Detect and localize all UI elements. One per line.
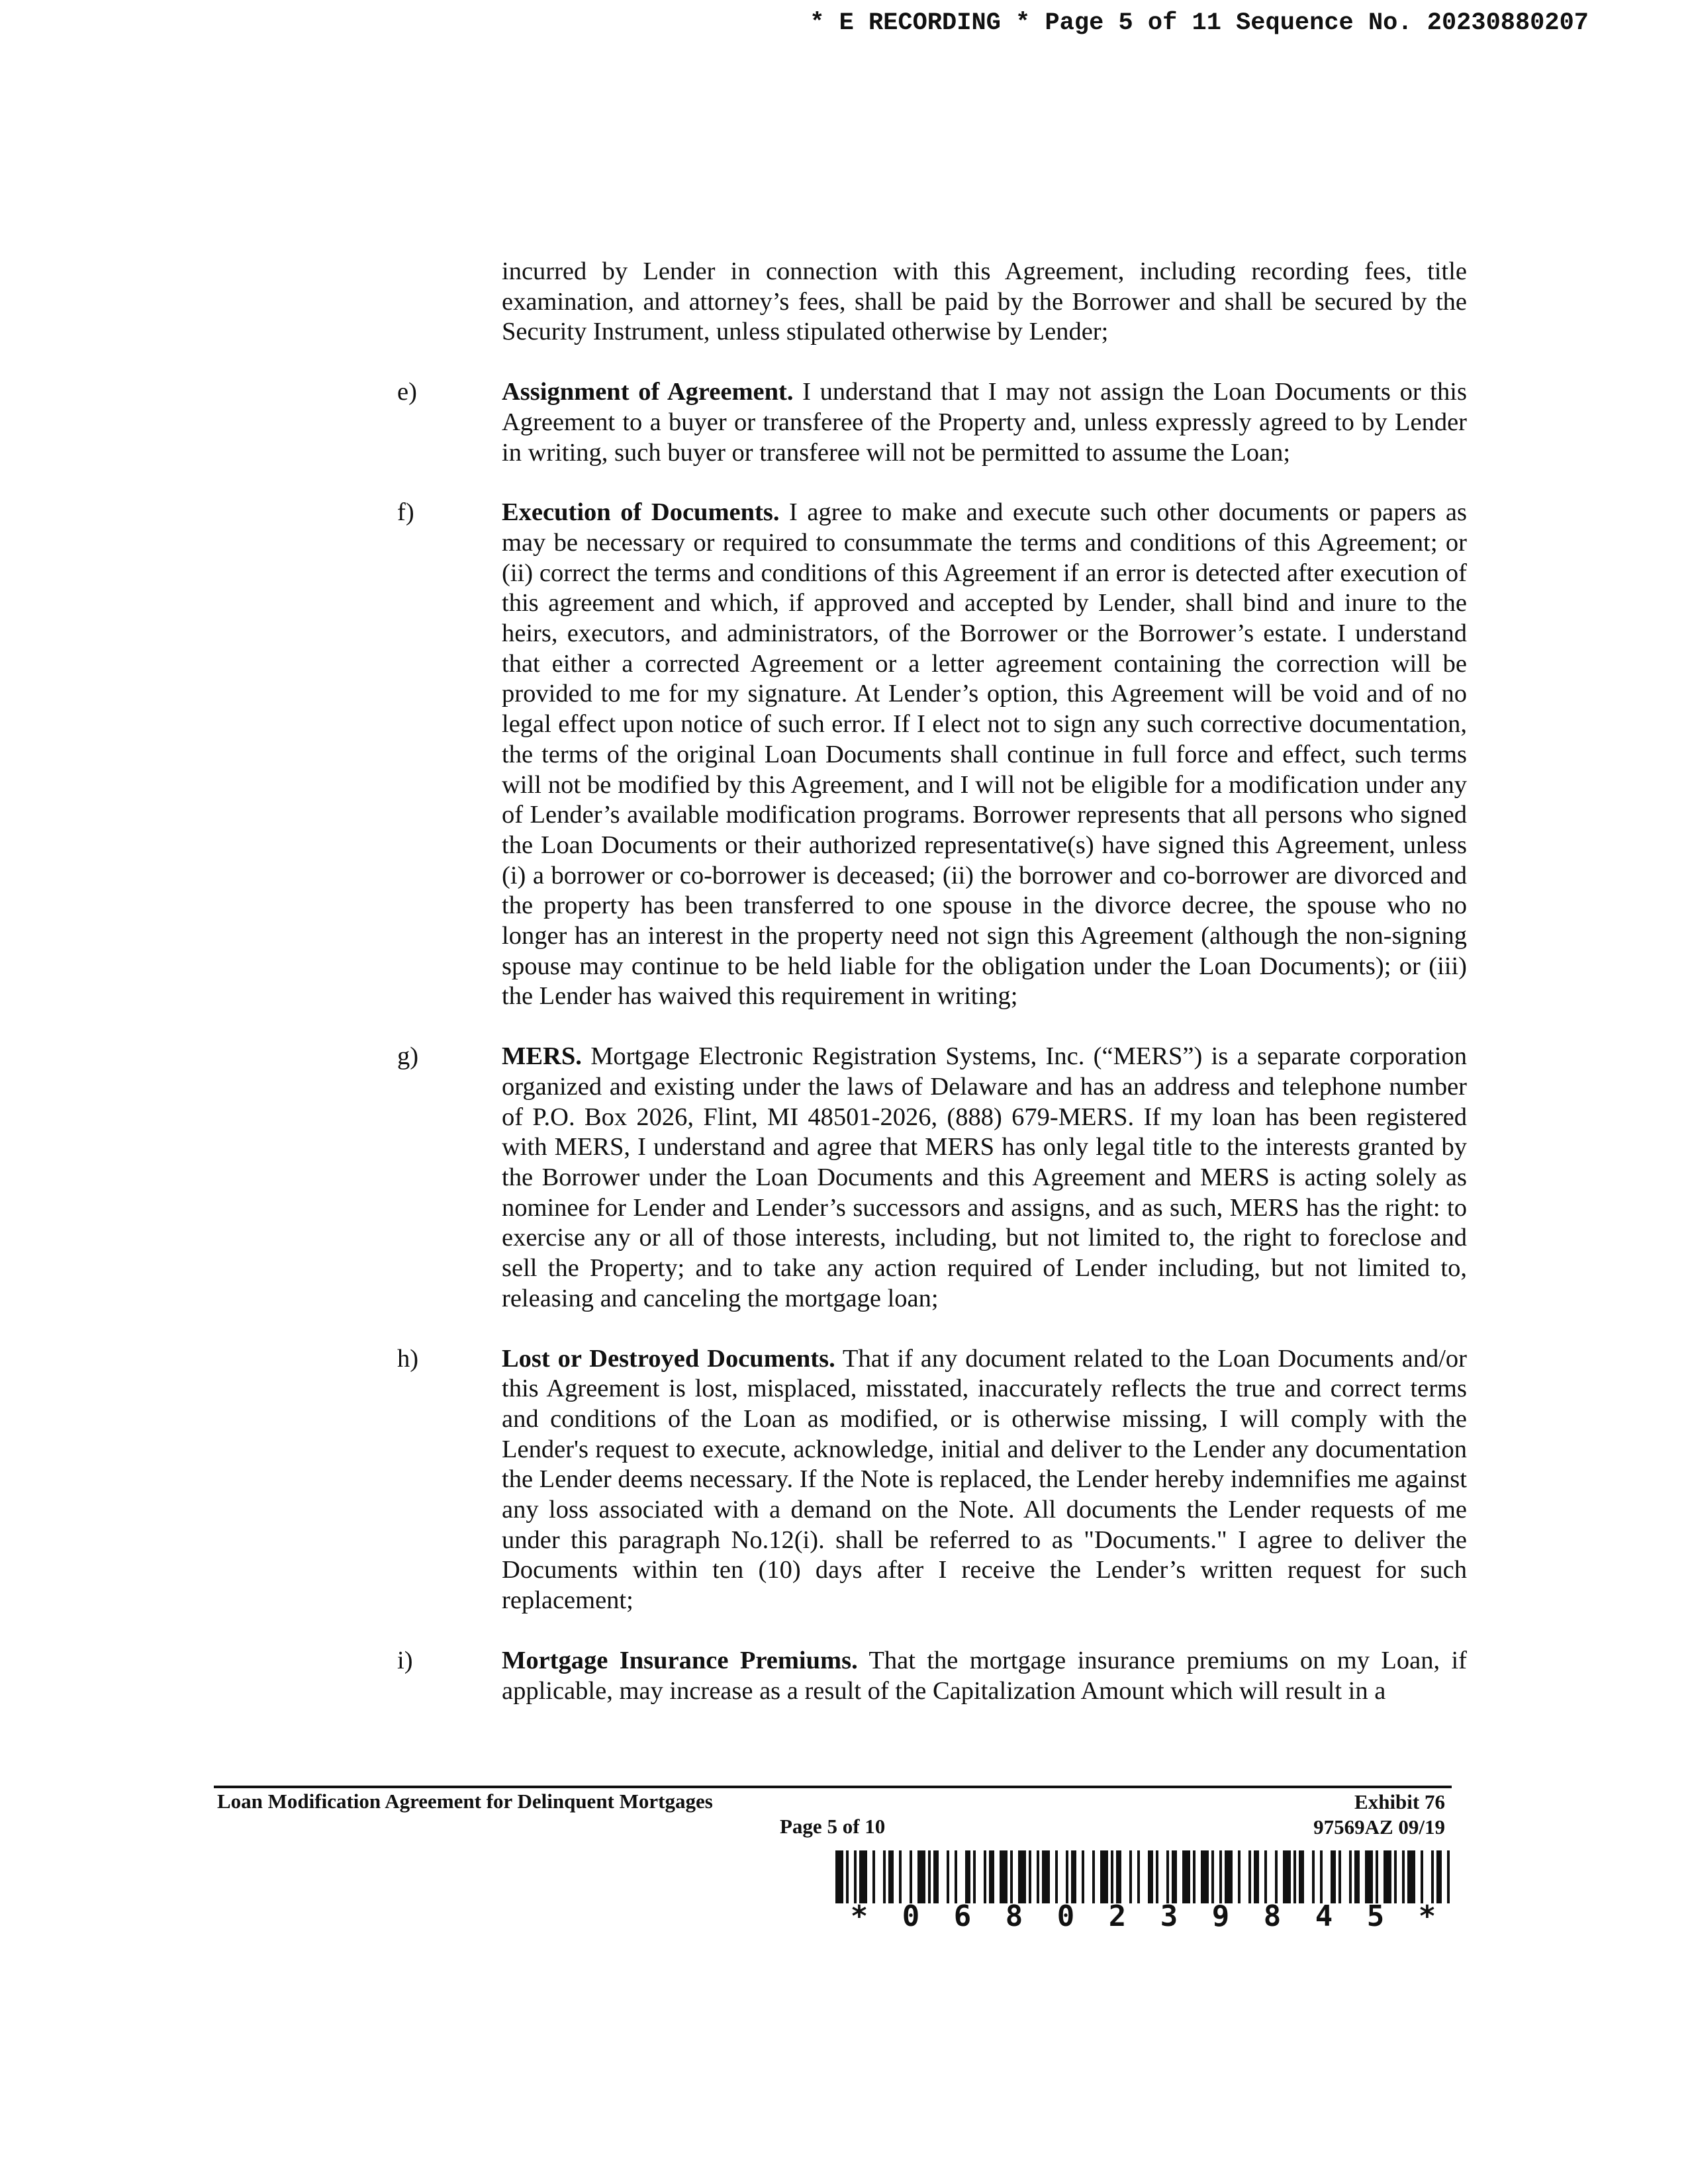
footer-form-code: 97569AZ 09/19 [1313,1815,1445,1839]
barcode-bar [1082,1850,1084,1903]
clause-body: That if any document related to the Loan Documents and/or this Agreement is lost, misplaced, misstated, inaccurately reflects the true and correct terms and conditions of the Loan as modified, or is otherwise missing, I will comply with the Lender's request to execute, acknowledge, initial and deliver to the Lender any documentation the Lender deems necessary. If the Note is replaced, the Lender hereby indemnifies me against any loss associated with a demand on the Note. All documents the Lender requests of me under this paragraph No.12(i). shall be referred to as "Documents." I agree to deliver the Documents within ten (10) days after I receive the Lender’s written request for such replacement; [502,1344,1468,1615]
barcode-bar [1225,1850,1233,1903]
barcode-bar [1156,1850,1158,1903]
barcode-bar [1182,1850,1190,1903]
barcode-bar [984,1850,986,1903]
lead-paragraph: incurred by Lender in connection with this Agreement, including recording fees, title examination, and attorney’s fees, shall be paid by the Borrower and shall be secured by the Security Instrument, unless stipulated otherwise by Lender; [502,257,1467,346]
barcode-bar [1055,1850,1058,1903]
barcode-bar [947,1850,949,1903]
barcode-bar [1254,1850,1259,1903]
barcode-bar [989,1850,994,1903]
barcode-bar [928,1850,931,1903]
barcode-bar [1383,1850,1391,1903]
barcode-char: * [1418,1899,1436,1933]
footer-form-title: Loan Modification Agreement for Delinquent Mortgages [217,1790,713,1813]
clause-body: Mortgage Electronic Registration Systems, Inc. (“MERS”) is a separate corporation organized and existing under the laws of Delaware and has an address and telephone number of P.O. Box 2026, Flint, MI 48501-2026, (888) 679-MERS. If my loan has been registered with MERS, I understand and agree that MERS has only legal title to the interests granted by the Borrower under the Loan Documents and this Agreement and MERS is acting solely as nominee for Lender and Lender’s successors and assigns, and as such, MERS has the right: to exercise any or all of those interests, including, but not limited to, the right to foreclose and sell the Property; and to take any action required of Lender including, but not limited to, releasing and canceling the mortgage loan; [502,1042,1467,1312]
barcode-bar [1264,1850,1267,1903]
barcode-bar [1037,1850,1039,1903]
footer-page-number: Page 5 of 10 [780,1815,886,1838]
barcode-bar [1421,1850,1423,1903]
clause-e [397,377,1467,468]
barcode-char: 6 [953,1899,972,1933]
barcode-bar [1111,1850,1113,1903]
clause-f [397,498,1467,1012]
barcode-char: 2 [1108,1899,1127,1933]
clause-body: That the mortgage insurance premiums on my Loan, if applicable, may increase as a result of the Capitalization Amount which will result in a [502,1646,1467,1705]
barcode-bar [899,1850,902,1903]
recording-header: * E RECORDING * Page 5 of 11 Sequence No. 20230880207 [810,9,1589,37]
barcode-bar [1137,1850,1140,1903]
barcode-char: 0 [1056,1899,1075,1933]
barcode-bar [1402,1850,1405,1903]
barcode-bar [1283,1850,1291,1903]
barcode-char: 0 [902,1899,920,1933]
barcode-bar [1166,1850,1169,1903]
barcode-bar [1320,1850,1323,1903]
barcode-bars [835,1850,1451,1903]
barcode-bar [917,1850,925,1903]
barcode-bar [1193,1850,1196,1903]
barcode-char: 8 [1005,1899,1023,1933]
clause-body: I understand that I may not assign the Loan Documents or this Agreement to a buyer or transferee of the Property and, unless expressly agreed to by Lender in writing, such buyer or transferee will not be permitted to assume the Loan; [502,378,1467,467]
barcode-bar [1018,1850,1026,1903]
clause-title: Lost or Destroyed Documents. [502,1344,835,1373]
clause-title: Mortgage Insurance Premiums. [502,1646,858,1674]
barcode-bar [859,1850,867,1903]
barcode-bar [1436,1850,1442,1903]
clause-text [502,377,1467,468]
barcode-bar [1248,1850,1251,1903]
clause-text [502,1344,1467,1616]
barcode-bar [1029,1850,1031,1903]
barcode-bar [1338,1850,1341,1903]
barcode-text [835,1899,1451,1934]
barcode-bar [883,1850,886,1903]
barcode-bar [1116,1850,1121,1903]
barcode-bar [854,1850,857,1903]
barcode-char: 8 [1263,1899,1282,1933]
barcode-bar [1211,1850,1214,1903]
barcode-bar [1219,1850,1222,1903]
barcode-char: 5 [1366,1899,1385,1933]
barcode-bar [1354,1850,1360,1903]
barcode-bar [1100,1850,1108,1903]
barcode-bar [888,1850,894,1903]
barcode-bar [955,1850,957,1903]
barcode-bar [1293,1850,1296,1903]
barcode-bar [1042,1850,1050,1903]
barcode-bar [1275,1850,1278,1903]
barcode-bar [1148,1850,1153,1903]
clause-title: Execution of Documents. [502,498,780,527]
clause-text [502,498,1467,1012]
footer-right-block [1313,1790,1445,1840]
clause-label: e) [397,378,417,406]
barcode-bar [1092,1850,1095,1903]
clause-label: g) [397,1042,419,1071]
barcode-bar [933,1850,939,1903]
barcode-bar [910,1850,912,1903]
barcode-bar [1349,1850,1352,1903]
barcode-bar [846,1850,849,1903]
clause-label: h) [397,1344,419,1373]
barcode-bar [1407,1850,1415,1903]
clause-body: I agree to make and execute such other documents or papers as may be necessary or required to consummate the terms and conditions of this Agreement; or (ii) correct the terms and conditions of this Agreement if an error is detected after execution of this agreement and which, if approved and accepted by Lender, shall bind and inure to the heirs, executors, and administrators, of the Borrower or the Borrower’s estate. I understand that either a corrected Agreement or a letter agreement containing the correction will be provided to me for my signature. At Lender’s option, this Agreement will be void and of no legal effect upon notice of such error. If I elect not to sign any such corrective documentation, the terms of the original Loan Documents shall continue in full force and effect, such terms will not be modified by this Agreement, and I will not be eligible for a modification under any of Lender’s available modification programs. Borrower represents that all persons who signed the Loan Documents or their authorized representative(s) have signed this Agreement, unless (i) a borrower or co-borrower is deceased; (ii) the borrower and co-borrower are divorced and the property has been transferred to one spouse in the divorce decree, the spouse who no longer has an interest in the property need not sign this Agreement (although the non-signing spouse may continue to be held liable for the obligation under the Loan Documents); or (iii) the Lender has waived this requirement in writing; [502,498,1467,1011]
barcode-bar [1201,1850,1209,1903]
clause-label: i) [397,1646,413,1674]
barcode-bar [872,1850,875,1903]
clause-text [502,1042,1467,1314]
clause-g [397,1042,1467,1314]
barcode-bar [1299,1850,1304,1903]
clause-i [397,1646,1467,1706]
document-body [397,257,1467,1736]
footer-exhibit: Exhibit 76 [1354,1790,1445,1813]
barcode-bar [1129,1850,1132,1903]
footer-divider [214,1786,1452,1788]
clause-label: f) [397,498,414,527]
barcode-bar [1312,1850,1315,1903]
barcode-bar [1000,1850,1008,1903]
barcode-bar [1431,1850,1434,1903]
barcode-bar [1447,1850,1450,1903]
clause-text [502,1646,1467,1706]
barcode-bar [973,1850,976,1903]
barcode-bar [1365,1850,1373,1903]
barcode-char: 9 [1211,1899,1230,1933]
barcode-char: 4 [1315,1899,1333,1933]
barcode-bar [1331,1850,1336,1903]
clause-h [397,1344,1467,1616]
barcode-bar [835,1850,843,1903]
barcode-bar [1066,1850,1068,1903]
barcode-char: 3 [1160,1899,1178,1933]
barcode [835,1850,1451,1936]
barcode-bar [1376,1850,1378,1903]
barcode-bar [1394,1850,1397,1903]
barcode-bar [965,1850,970,1903]
clause-title: MERS. [502,1042,582,1071]
barcode-bar [1071,1850,1076,1903]
barcode-bar [1172,1850,1177,1903]
barcode-bar [1010,1850,1013,1903]
barcode-bar [1238,1850,1241,1903]
barcode-char: * [850,1899,868,1933]
clause-title: Assignment of Agreement. [502,378,794,406]
